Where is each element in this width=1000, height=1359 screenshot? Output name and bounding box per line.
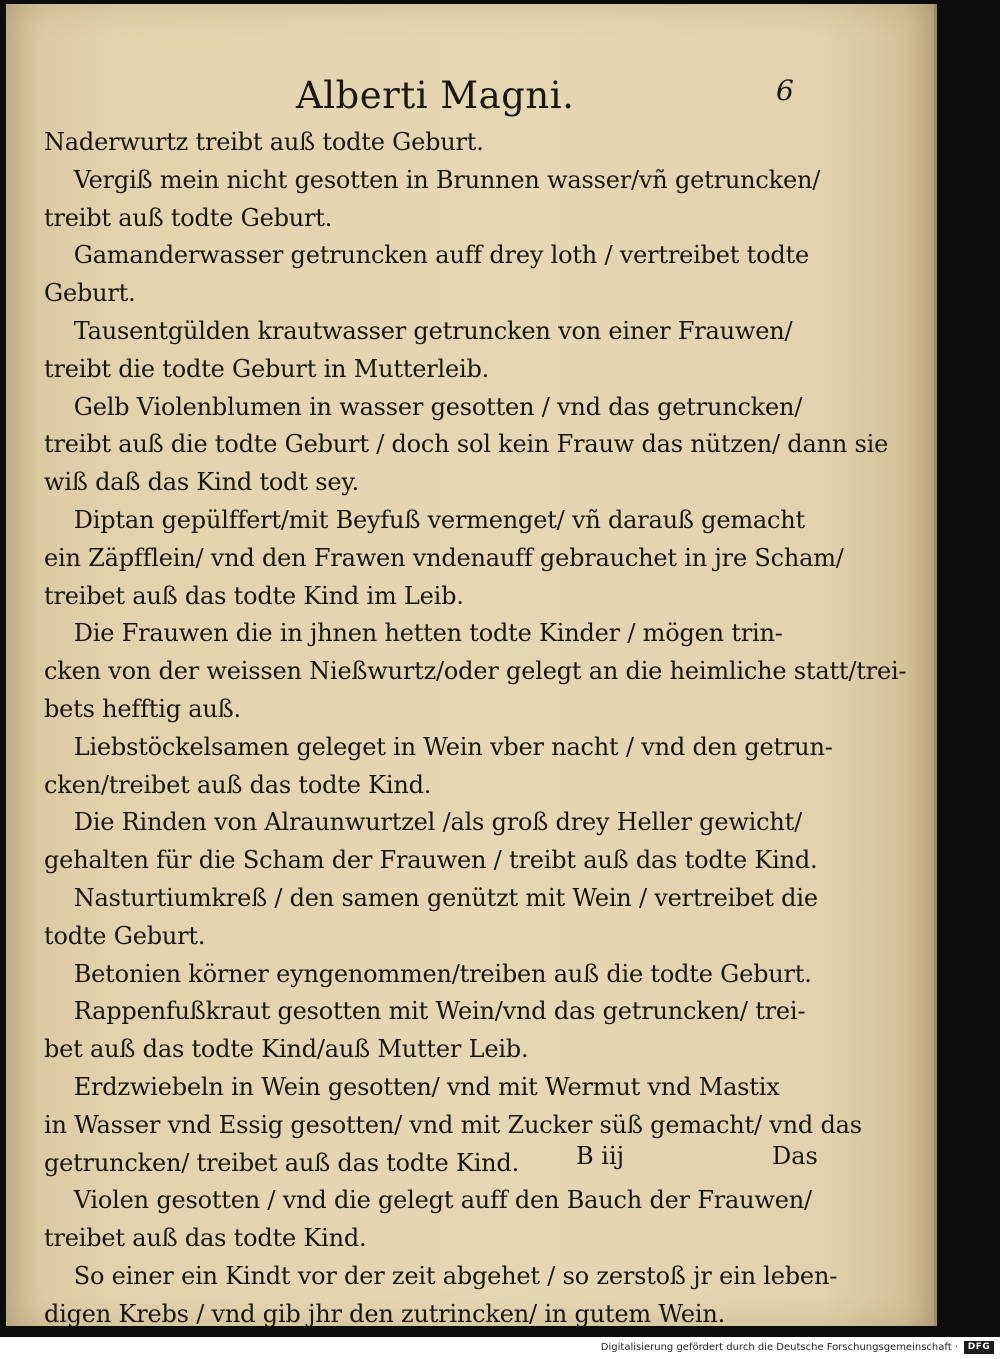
text-line: Liebstöckelsamen geleget in Wein vber nacht / vnd den getrun- (44, 732, 833, 761)
text-line: todte Geburt. (44, 921, 206, 950)
text-line: cken/treibet auß das todte Kind. (44, 770, 432, 799)
text-line: getruncken/ treibet auß das todte Kind. (44, 1148, 520, 1177)
text-line: treibet auß das todte Kind. (44, 1224, 367, 1253)
text-line: treibt auß todte Geburt. (44, 203, 333, 232)
text-line: treibt auß die todte Geburt / doch sol kein Frauw das nützen/ dann sie (44, 430, 889, 459)
catchline (44, 1142, 834, 1182)
text-line: cken von der weissen Nießwurtz/oder gelegt an die heimliche statt/trei- (44, 657, 907, 686)
text-line: Geburt. (44, 279, 136, 308)
page-number: 6 (776, 74, 794, 107)
text-line: So einer ein Kindt vor der zeit abgehet / so zerstoß jr ein leben- (44, 1261, 838, 1290)
text-line: bets hefftig auß. (44, 694, 241, 723)
text-line: Rappenfußkraut gesotten mit Wein/vnd das getruncken/ trei- (44, 997, 806, 1026)
text-line: in Wasser vnd Essig gesotten/ vnd mit Zucker süß gemacht/ vnd das (44, 1110, 862, 1139)
text-line: wiß daß das Kind todt sey. (44, 468, 359, 497)
text-line: Tausentgülden krautwasser getruncken von einer Frauwen/ (44, 316, 793, 345)
dfg-logo: DFG (964, 1341, 994, 1354)
text-line: Gelb Violenblumen in wasser gesotten / vnd das getruncken/ (44, 392, 803, 421)
text-line: Erdzwiebeln in Wein gesotten/ vnd mit Wermut vnd Mastix (44, 1072, 780, 1101)
running-head: Alberti Magni. (296, 74, 575, 117)
text-line: treibet auß das todte Kind im Leib. (44, 581, 464, 610)
footer-credit: Digitalisierung gefördert durch die Deutsche Forschungsgemeinschaft · (600, 1342, 958, 1353)
text-line: Violen gesotten / vnd die gelegt auff den Bauch der Frauwen/ (44, 1186, 812, 1215)
footer-bar (0, 1337, 1000, 1359)
text-line: Vergiß mein nicht gesotten in Brunnen wasser/vñ getruncken/ (44, 165, 821, 194)
book-page (6, 4, 937, 1326)
catchword: Das (772, 1142, 818, 1170)
text-line: Diptan gepülffert/mit Beyfuß vermenget/ vñ darauß gemacht (44, 505, 805, 534)
text-line: digen Krebs / vnd gib jhr den zutrincken/ in gutem Wein. (44, 1299, 726, 1328)
text-line: Die Rinden von Alraunwurtzel /als groß drey Heller gewicht/ (44, 808, 802, 837)
text-line: treibt die todte Geburt in Mutterleib. (44, 354, 490, 383)
text-line: Nasturtiumkreß / den samen genützt mit Wein / vertreibet die (44, 883, 818, 912)
text-line: bet auß das todte Kind/auß Mutter Leib. (44, 1035, 529, 1064)
text-line: Betonien körner eyngenommen/treiben auß die todte Geburt. (44, 959, 812, 988)
text-line: ein Zäpfflein/ vnd den Frawen vndenauff gebrauchet in jre Scham/ (44, 543, 844, 572)
text-line: gehalten für die Scham der Frauwen / treibt auß das todte Kind. (44, 846, 818, 875)
text-line: Naderwurtz treibt auß todte Geburt. (44, 128, 484, 156)
text-line: Die Frauwen die in jhnen hetten todte Kinder / mögen trin- (44, 619, 783, 648)
text-line: Gamanderwasser getruncken auff drey loth / vertreibet todte (44, 241, 809, 270)
signature-mark: B iij (576, 1142, 625, 1170)
